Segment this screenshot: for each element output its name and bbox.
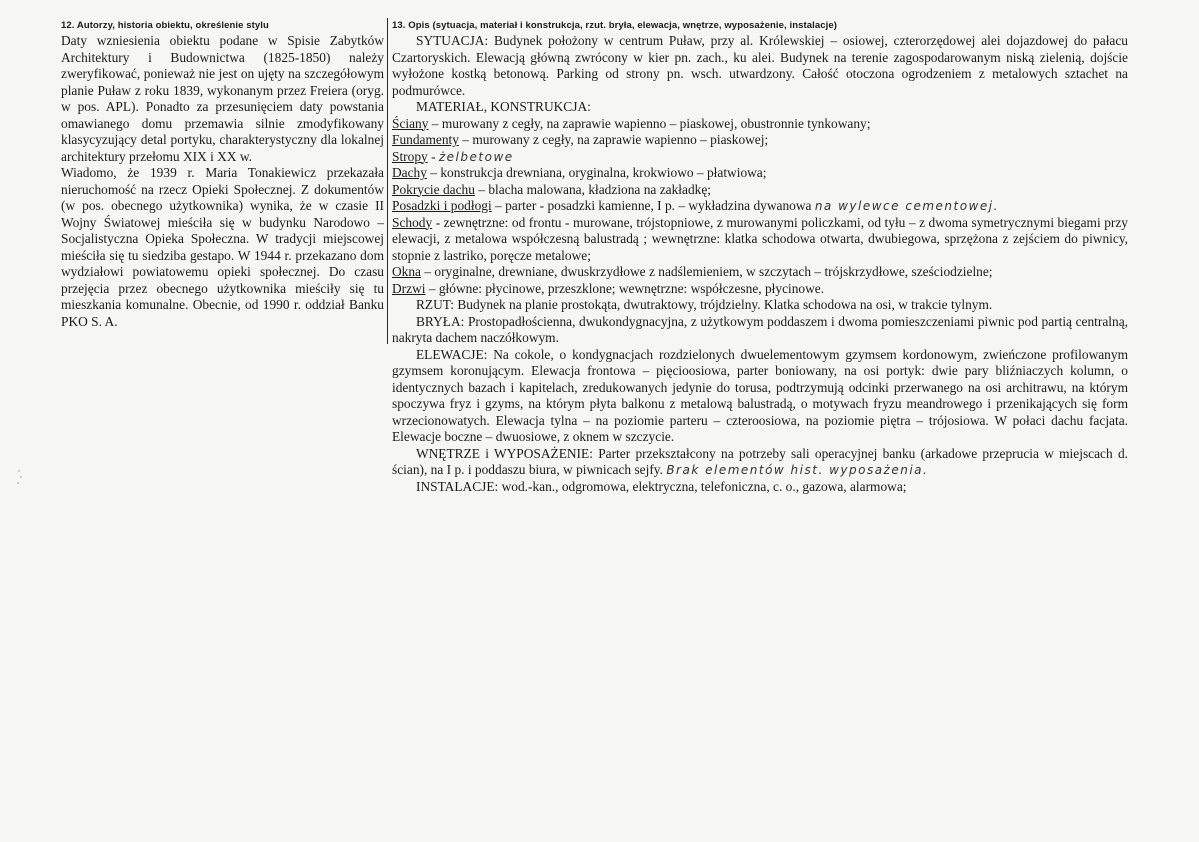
bryla-paragraph: BRYŁA: Prostopadłościenna, dwukondygnacyjna, z użytkowym poddaszem i dwoma pomieszczeniami piwnic pod partią centralną, nakryta dachem naczółkowym. xyxy=(392,313,1128,345)
pokrycie-label: Pokrycie dachu xyxy=(392,181,475,197)
dachy-line xyxy=(392,165,1128,182)
wnetrze-text: WNĘTRZE i WYPOSAŻENIE: Parter przekształcony na potrzeby sali operacyjnej banku (arkadowe przeprucia w miejscach d. ścian), na I p. i poddaszu biura, w piwnicach sejfy. xyxy=(392,445,1128,477)
dachy-label: Dachy xyxy=(392,165,427,180)
pokrycie-line xyxy=(392,182,1128,199)
instalacje-paragraph: INSTALACJE: wod.-kan., odgromowa, elektryczna, telefoniczna, c. o., gazowa, alarmowa; xyxy=(416,478,907,494)
sciany-label: Ściany xyxy=(392,115,429,131)
dachy-text: – konstrukcja drewniana, oryginalna, krokwiowo – płatwiowa; xyxy=(426,165,767,180)
schody-text: - zewnętrzne: od frontu - murowane, trójstopniowe, z murowanymi policzkami, od tyłu – z dwoma symetrycznymi biegami przy elewacji, z metalowa współczesną balustradą ; wewnętrzne: klatka schodowa otwarta, dwubiegowa, sprzężona z zejściem do piwnicy, stopnie z lastriko, poręcze metalowe; xyxy=(392,214,1128,263)
wnetrze-paragraph xyxy=(392,446,1128,479)
section-13-header: 13. Opis (sytuacja, materiał i konstrukcja, rzut. bryła, elewacja, wnętrze, wyposażenie, instalacje) xyxy=(392,20,838,31)
fundamenty-line xyxy=(392,132,1128,149)
scan-speck xyxy=(20,476,22,478)
history-paragraph-2: Wiadomo, że 1939 r. Maria Tonakiewicz przekazała nieruchomość na rzecz Opieki Społecznej. Z dokumentów (w pos. obecnego użytkownika) wynika, że w czasie II Wojny Światowej mieściła się w budynku Narodowo – Socjalistyczna Opieka Społeczna. W tradycji miejscowej mieściła się tu siedziba gestapo. W 1944 r. przekazano dom wydziałowi powiatowemu opieki społecznej. Do czasu przejęcia przez obecnego użytkownika mieściły się tu mieszkania komunalne. Obecnie, od 1990 r. oddział Banku PKO S. A. xyxy=(61,165,384,329)
sciany-text: – murowany z cegły, na zaprawie wapienno – piaskowej, obustronnie tynkowany; xyxy=(428,115,871,131)
scan-speck xyxy=(18,470,20,472)
drzwi-text: – główne: płycinowe, przeszklone; wewnętrzne: współczesne, płycinowe. xyxy=(425,280,825,296)
fundamenty-label: Fundamenty xyxy=(392,132,459,147)
wnetrze-handwritten: Brak elementów hist. wyposażenia. xyxy=(666,463,929,477)
history-paragraph-1: Daty wzniesienia obiektu podane w Spisie Zabytków Architektury i Budownictwa (1825-1850) należy zweryfikować, ponieważ nie jest on ujęty na szczegółowym planie Puław z roku 1839, wykonanym przez Freiera (oryg. w pos. APL). Ponadto za przesunięciem daty powstania omawianego domu przemawia silnie zmodyfikowany klasycyzujący detal portyku, charakterystyczny dla lokalnej architektury przełomu XIX i XX w. xyxy=(61,33,384,164)
scan-speck xyxy=(17,482,19,484)
stropy-handwritten: żelbetowe xyxy=(438,149,514,164)
fundamenty-text: – murowany z cegły, na zaprawie wapienno – piaskowej; xyxy=(458,132,769,147)
posadzki-label: Posadzki i podłogi xyxy=(392,198,492,213)
section-12-header: 12. Autorzy, historia obiektu, określenie stylu xyxy=(61,20,269,31)
pokrycie-text: – blacha malowana, kładziona na zakładkę; xyxy=(474,181,712,197)
sytuacja-paragraph: SYTUACJA: Budynek położony w centrum Puław, przy al. Królewskiej – osiowej, czterorzędowej alei dojazdowej do pałacu Czartoryskich. Elewacją główną zwrócony w kier pn. zach., ku alei. Budynek na terenie zagospodarowanym niską zielenią, dojście wyłożone kostką betonową. Parking od strony pn. wsch. utwardzony. Całość otoczona ogrodzeniem z metalowych sztachet na podmurówce. xyxy=(392,33,1128,98)
stropy-label: Stropy xyxy=(392,148,428,164)
posadzki-line xyxy=(392,198,1128,215)
schody-label: Schody xyxy=(392,214,433,230)
material-heading: MATERIAŁ, KONSTRUKCJA: xyxy=(416,99,591,114)
right-column xyxy=(392,20,1128,495)
drzwi-label: Drzwi xyxy=(392,280,426,296)
drzwi-line xyxy=(392,281,1128,298)
schody-line xyxy=(392,215,1128,265)
okna-text: – oryginalne, drewniane, dwuskrzydłowe z nadślemieniem, w szczytach – trójskrzydłowe, sześciodzielne; xyxy=(421,264,993,279)
posadzki-text: – parter - posadzki kamienne, I p. – wykładzina dywanowa xyxy=(491,198,815,213)
okna-line xyxy=(392,264,1128,281)
elewacje-paragraph: ELEWACJE: Na cokole, o kondygnacjach rozdzielonych dwuelementowym gzymsem kordonowym, zwieńczone profilowanym gzymsem koronującym. Elewacja frontowa – pięcioosiowa, parter boniowany, na osi portyk: dwie pary bliźniaczych kolumn, o identycznych bazach i kapitelach, zredukowanych jedynie do torusa, podtrzymują odcinki przerwanego na osi architrawu, na którym spoczywa fryz i gzyms, na którym płyta balkonu z metalową balustradą, o motywach fryzu meandrowego i przenikających się form wrzecionowatych. Elewacja tylna – na poziomie parteru – czteroosiowa, na poziomie piętra – trójosiowa. W połaci dachu facjata. Elewacje boczne – dwuosiowe, z oknem w szczycie. xyxy=(392,346,1128,444)
stropy-text: - xyxy=(427,148,439,164)
rzut-paragraph: RZUT: Budynek na planie prostokąta, dwutraktowy, trójdzielny. Klatka schodowa na osi, w trakcie tylnym. xyxy=(416,297,993,312)
stropy-line xyxy=(392,149,1128,166)
sciany-line xyxy=(392,116,1128,133)
okna-label: Okna xyxy=(392,264,422,279)
posadzki-handwritten: na wylewce cementowej. xyxy=(814,199,999,213)
column-divider xyxy=(387,18,388,344)
left-column xyxy=(61,20,384,330)
